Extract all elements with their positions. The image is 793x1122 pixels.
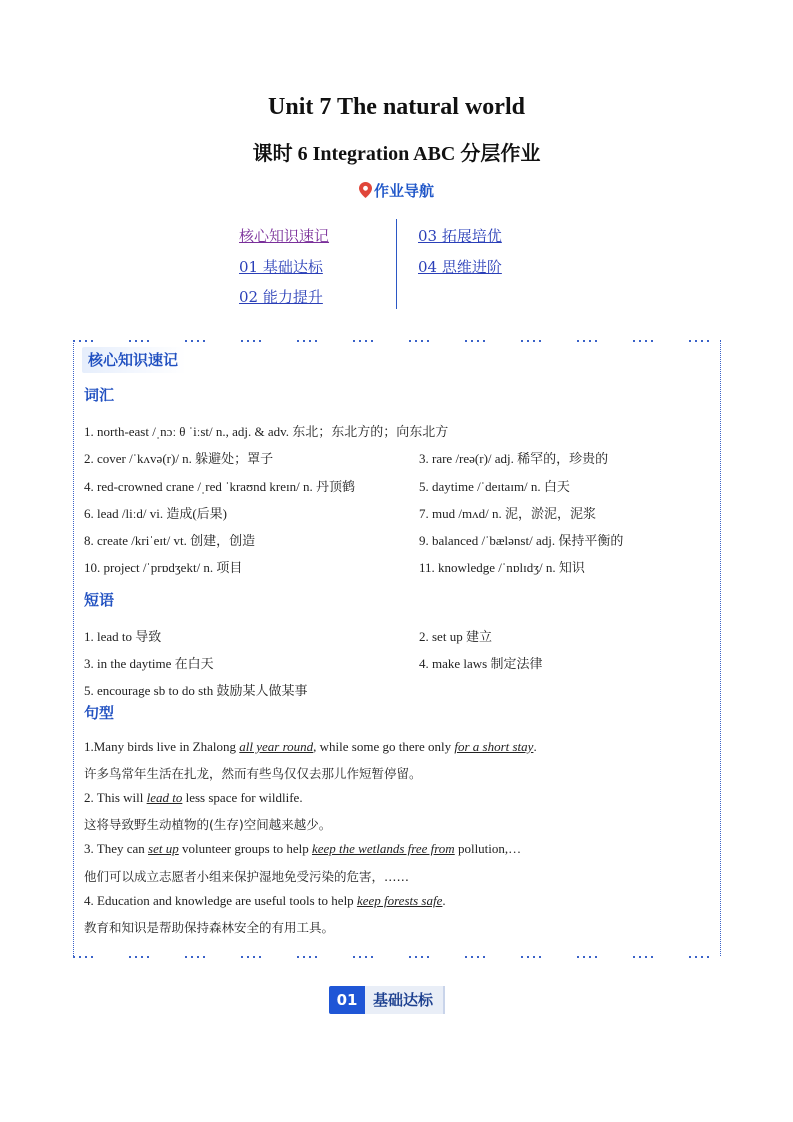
section-number: 01 [329, 986, 365, 1014]
vocab-item: 5. daytime /ˈdeɪtaɪm/ n. 白天 [419, 479, 570, 494]
sentence-2: 2. This will lead to less space for wildlife. [84, 790, 303, 805]
vocab-item: 7. mud /mʌd/ n. 泥，淤泥，泥浆 [419, 506, 596, 521]
sentence-1-translation: 许多鸟常年生活在扎龙，然而有些鸟仅仅去那儿作短暂停留。 [84, 766, 422, 781]
nav-link-core[interactable]: 核心知识速记 [239, 227, 330, 245]
vocab-item: 10. project /ˈprɒdʒekt/ n. 项目 [84, 560, 243, 575]
sentence-3-translation: 他们可以成立志愿者小组来保护湿地免受污染的危害，…… [84, 869, 410, 884]
section-01-badge [329, 986, 445, 1014]
vocab-item: 11. knowledge /ˈnɒlɪdʒ/ n. 知识 [419, 560, 585, 575]
sentence-4-translation: 教育和知识是帮助保持森林安全的有用工具。 [84, 920, 335, 935]
box-bottom-border [73, 956, 721, 958]
nav-heading: 作业导航 [0, 180, 793, 202]
nav-link-03[interactable]: 03 拓展培优 [418, 227, 502, 245]
page-subtitle: 课时 6 Integration ABC 分层作业 [252, 143, 541, 165]
vocab-item: 3. rare /reə(r)/ adj. 稀罕的，珍贵的 [419, 451, 609, 466]
vocab-heading: 词汇 [84, 386, 115, 404]
phrase-item: 5. encourage sb to do sth 鼓励某人做某事 [84, 683, 308, 698]
phrase-item: 2. set up 建立 [419, 629, 492, 644]
page-title: Unit 7 The natural world [268, 94, 525, 120]
map-pin-icon [359, 182, 372, 202]
sentence-heading: 句型 [84, 704, 115, 722]
nav-divider [396, 219, 397, 309]
vocab-item: 9. balanced /ˈbælənst/ adj. 保持平衡的 [419, 533, 624, 548]
phrase-item: 1. lead to 导致 [84, 629, 162, 644]
vocab-item: 8. create /kriˈeɪt/ vt. 创建，创造 [84, 533, 256, 548]
nav-link-04[interactable]: 04 思维进阶 [418, 258, 502, 276]
sentence-3: 3. They can set up volunteer groups to help keep the wetlands free from pollution,… [84, 841, 522, 856]
section-badge: 核心知识速记 [82, 347, 186, 373]
section-label: 基础达标 [365, 986, 445, 1014]
box-top-border [73, 340, 721, 342]
vocab-item: 1. north-east /ˌnɔː θ ˈiːst/ n., adj. & adv. 东北；东北方的；向东北方 [84, 424, 449, 439]
nav-link-01[interactable]: 01 基础达标 [239, 258, 323, 276]
phrase-item: 3. in the daytime 在白天 [84, 656, 214, 671]
nav-link-02[interactable]: 02 能力提升 [239, 288, 323, 306]
vocab-item: 2. cover /ˈkʌvə(r)/ n. 躲避处；罩子 [84, 451, 274, 466]
sentence-4: 4. Education and knowledge are useful tools to help keep forests safe. [84, 893, 446, 908]
vocab-item: 6. lead /liːd/ vi. 造成(后果) [84, 506, 227, 521]
sentence-1: 1.Many birds live in Zhalong all year round, while some go there only for a short stay. [84, 739, 537, 754]
phrase-item: 4. make laws 制定法律 [419, 656, 543, 671]
phrase-heading: 短语 [84, 591, 115, 609]
vocab-item: 4. red-crowned crane /ˌred ˈkraʊnd kreɪn/ n. 丹顶鹤 [84, 479, 356, 494]
sentence-2-translation: 这将导致野生动植物的(生存)空间越来越少。 [84, 817, 332, 832]
